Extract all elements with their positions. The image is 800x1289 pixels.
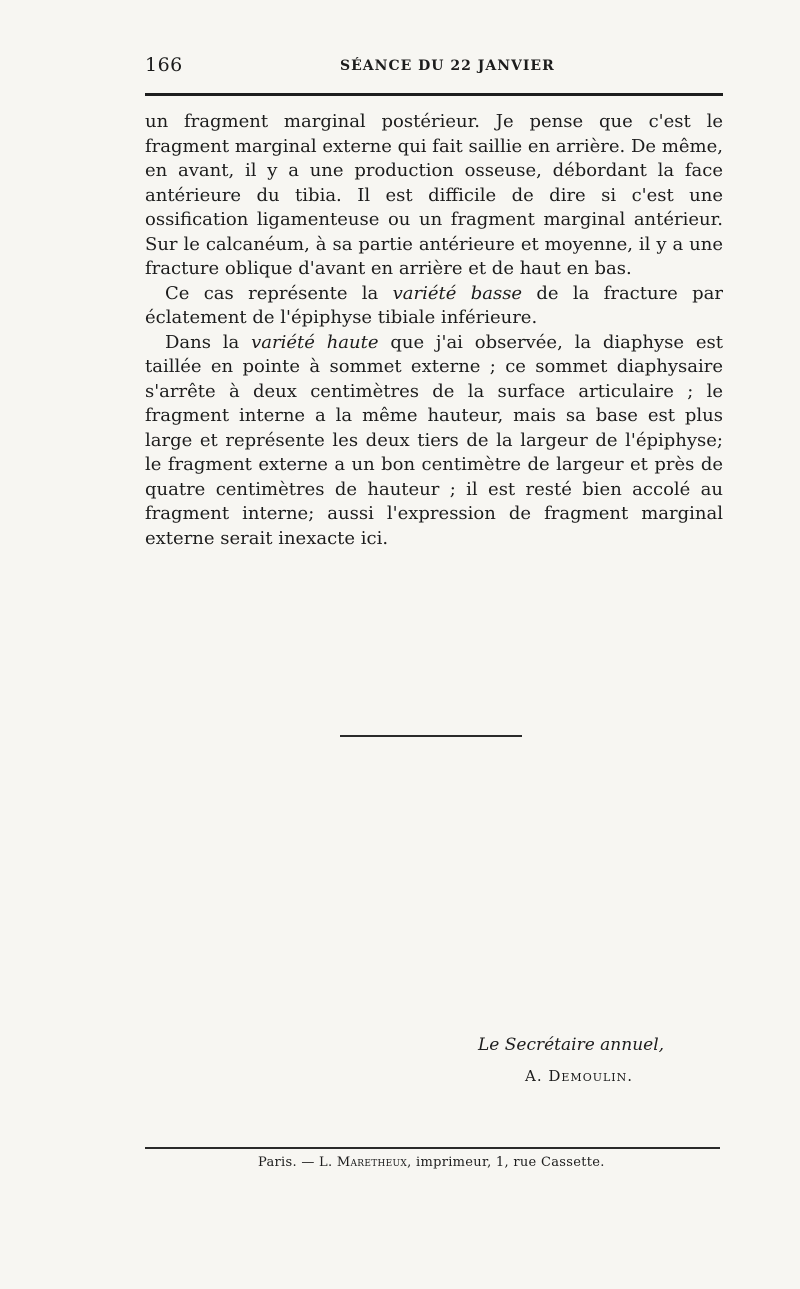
- paragraph-3-start: Dans la: [165, 331, 252, 353]
- signature-role: Le Secrétaire annuel,: [478, 1035, 665, 1055]
- paragraph-3: [145, 331, 723, 552]
- paragraph-2: [145, 282, 723, 331]
- footer-rule: [145, 1147, 720, 1149]
- header-rule: [145, 93, 723, 96]
- paragraph-2-end: de la fracture par éclatement de l'épiphyse tibiale inférieure.: [145, 282, 723, 328]
- printer-imprint: [258, 1155, 605, 1170]
- body-text: [145, 110, 723, 551]
- imprint-end: , imprimeur, 1, rue Cassette.: [407, 1155, 605, 1170]
- running-head: SÉANCE DU 22 JANVIER: [340, 58, 555, 74]
- paragraph-3-end: que j'ai observée, la diaphyse est taillée en pointe à sommet externe ; ce sommet diaphysaire s'arrête à deux centimètres de la surface articulaire ; le fragment interne a la même hauteur, mais sa base est plus large et représente les deux tiers de la largeur de l'épiphyse; le fragment externe a un bon centimètre de largeur et près de quatre centimètres de hauteur ; il est resté bien accolé au fragment interne; aussi l'expression de fragment marginal externe serait inexacte ici.: [145, 331, 724, 549]
- imprint-printer-name: Maretheux: [336, 1155, 408, 1170]
- signature-name: A. Demoulin.: [525, 1067, 634, 1085]
- page-number: 166: [145, 54, 183, 76]
- paragraph-3-emphasis: variété haute: [251, 331, 379, 353]
- paragraph-2-emphasis: variété basse: [392, 282, 523, 304]
- imprint-start: Paris. — L.: [258, 1155, 337, 1170]
- paragraph-1: un fragment marginal postérieur. Je pense que c'est le fragment marginal externe qui fait saillie en arrière. De même, en avant, il y a une production osseuse, débordant la face antérieure du tibia. Il est difficile de dire si c'est une ossification ligamenteuse ou un fragment marginal antérieur. Sur le calcanéum, à sa partie antérieure et moyenne, il y a une fracture oblique d'avant en arrière et de haut en bas.: [145, 111, 723, 279]
- paragraph-2-start: Ce cas représente la: [165, 282, 393, 304]
- section-divider: [340, 735, 522, 737]
